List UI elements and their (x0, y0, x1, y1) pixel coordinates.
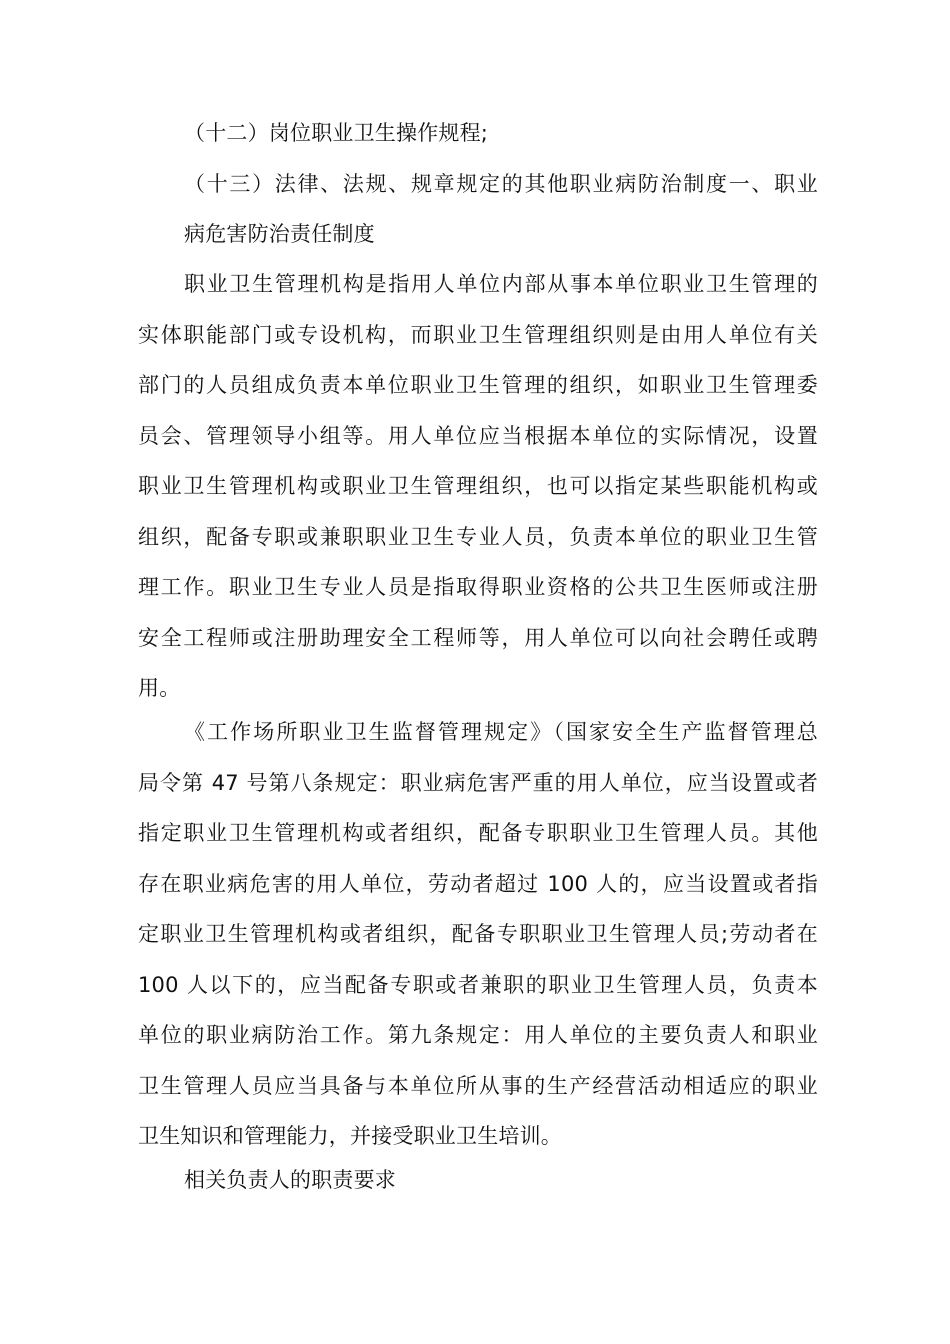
heading-line: 相关负责人的职责要求 (184, 1168, 396, 1192)
paragraph-line: 存在职业病危害的用人单位，劳动者超过 100 人的，应当设置或者指 (138, 871, 818, 896)
paragraph-line: 卫生知识和管理能力，并接受职业卫生培训。 (138, 1124, 562, 1148)
section-heading-responsibility-system: 病危害防治责任制度 (184, 222, 375, 246)
paragraph-line: 100 人以下的，应当配备专职或者兼职的职业卫生管理人员，负责本 (138, 972, 818, 997)
list-items (138, 108, 818, 260)
paragraph-line: 实体职能部门或专设机构，而职业卫生管理组织则是由用人单位有关 (138, 322, 818, 347)
paragraph-line: 组织，配备专职或兼职职业卫生专业人员，负责本单位的职业卫生管 (138, 524, 818, 549)
paragraph-line: 部门的人员组成负责本单位职业卫生管理的组织，如职业卫生管理委 (138, 373, 818, 397)
list-item-13: （十三）法律、法规、规章规定的其他职业病防治制度一、职业 (184, 171, 818, 196)
paragraph-line: 定职业卫生管理机构或者组织，配备专职职业卫生管理人员;劳动者在 (138, 922, 818, 946)
paragraph-line: 用。 (138, 676, 181, 700)
list-item-12: （十二）岗位职业卫生操作规程; (184, 121, 489, 145)
section-heading-responsibilities (138, 1155, 818, 1206)
paragraph-line: 理工作。职业卫生专业人员是指取得职业资格的公共卫生医师或注册 (138, 575, 818, 599)
paragraph-line: 职业卫生管理机构或职业卫生管理组织，也可以指定某些职能机构或 (138, 474, 818, 498)
paragraph-line: 员会、管理领导小组等。用人单位应当根据本单位的实际情况，设置 (138, 423, 818, 448)
paragraph-line: 卫生管理人员应当具备与本单位所从事的生产经营活动相适应的职业 (138, 1073, 818, 1098)
paragraph-line: 安全工程师或注册助理安全工程师等，用人单位可以向社会聘任或聘 (138, 625, 818, 650)
paragraph-regulation (138, 707, 818, 1162)
paragraph-line: 指定职业卫生管理机构或者组织，配备专职职业卫生管理人员。其他 (138, 821, 818, 845)
paragraph-line: 职业卫生管理机构是指用人单位内部从事本单位职业卫生管理的 (184, 272, 818, 296)
paragraph-line: 局令第 47 号第八条规定：职业病危害严重的用人单位，应当设置或者 (138, 770, 818, 795)
paragraph-line: 《工作场所职业卫生监督管理规定》（国家安全生产监督管理总 (184, 720, 818, 744)
paragraph-management-agency (138, 259, 818, 714)
paragraph-line: 单位的职业病防治工作。第九条规定：用人单位的主要负责人和职业 (138, 1023, 818, 1047)
